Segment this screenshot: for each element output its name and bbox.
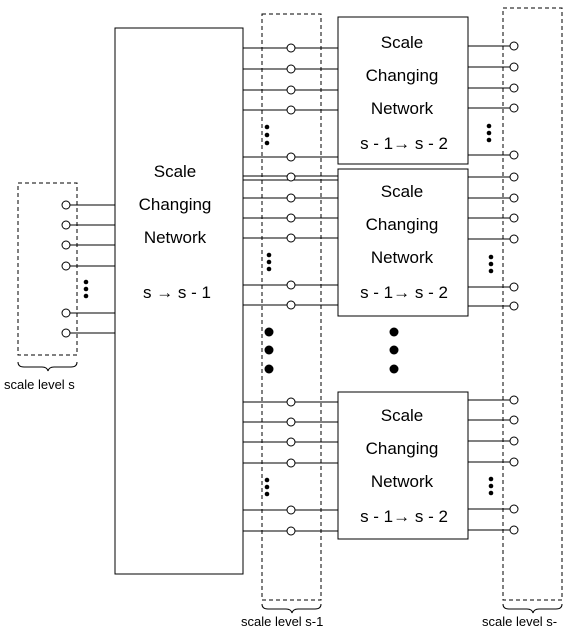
scale-level-s-2-brace [503, 604, 562, 613]
main-block-transform: s → s - 1 [142, 283, 212, 302]
scale-level-s-brace [18, 362, 77, 371]
scale-level-s-2-lines [468, 46, 510, 530]
scale-level-s-2-label: scale level s- [482, 614, 558, 629]
main-block-line3: Network [143, 228, 207, 247]
scale-level-s-2-nodes [510, 42, 518, 534]
sub-block-1-transform: s - 1→ s - 2 [360, 134, 448, 153]
main-block-line1: Scale [153, 162, 197, 181]
main-block-line2: Changing [138, 195, 212, 214]
sub-block-2-line2: Changing [365, 215, 439, 234]
scale-level-s-2-ellipsis [487, 124, 494, 496]
sub-block-3-line1: Scale [380, 406, 424, 425]
sub-block-3-line3: Network [370, 472, 434, 491]
scale-level-s-1-label: scale level s-1 [241, 614, 324, 629]
scale-level-s-1-brace [262, 604, 321, 613]
sub-block-3-line2: Changing [365, 439, 439, 458]
scale-level-s-nodes [62, 201, 70, 337]
sub-block-2-transform: s - 1→ s - 2 [360, 283, 448, 302]
sub-block-3-transform: s - 1→ s - 2 [360, 507, 448, 526]
scale-level-s-ellipsis [84, 280, 89, 299]
sub-blocks-ellipsis [390, 328, 399, 374]
scale-level-s-label: scale level s [4, 377, 75, 392]
sub-block-2-line1: Scale [380, 182, 424, 201]
sub-block-2-line3: Network [370, 248, 434, 267]
sub-block-1-line2: Changing [365, 66, 439, 85]
sub-block-1-line1: Scale [380, 33, 424, 52]
sub-block-1-line3: Network [370, 99, 434, 118]
scale-level-s-1-nodes [287, 44, 295, 535]
